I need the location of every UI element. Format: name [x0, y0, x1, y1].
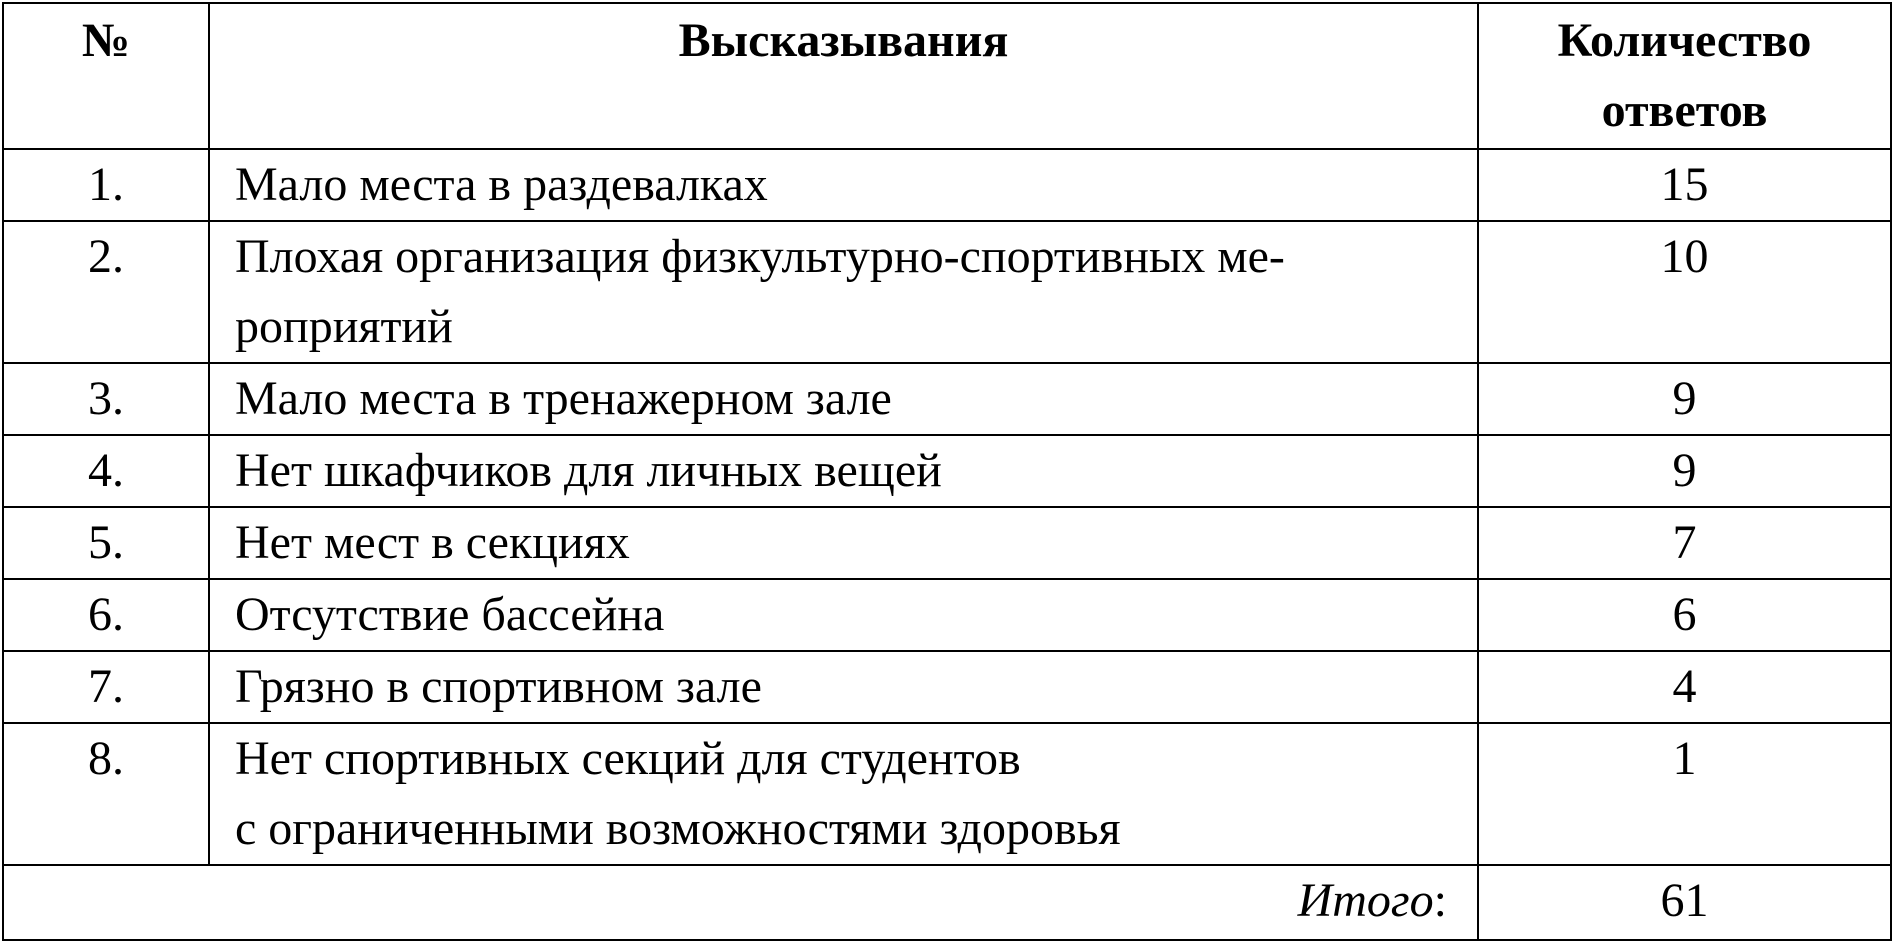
row-number: 6. [3, 579, 209, 651]
total-label: Итого [1297, 874, 1434, 927]
row-count: 6 [1478, 579, 1891, 651]
row-count: 1 [1478, 723, 1891, 865]
row-number: 2. [3, 221, 209, 363]
table-row [3, 435, 1891, 507]
table-row [3, 221, 1891, 363]
header-statements: Высказывания [209, 3, 1478, 149]
header-answer-count: Количество ответов [1478, 3, 1891, 149]
row-statement: Нет спортивных секций для студентов с ограниченными возможностями здоровья [209, 723, 1478, 865]
header-row [3, 3, 1891, 149]
total-label-cell [3, 865, 1478, 940]
row-statement: Мало места в тренажерном зале [209, 363, 1478, 435]
row-number: 8. [3, 723, 209, 865]
row-number: 3. [3, 363, 209, 435]
row-count: 7 [1478, 507, 1891, 579]
row-statement: Грязно в спортивном зале [209, 651, 1478, 723]
row-statement: Мало места в раздевалках [209, 149, 1478, 221]
row-count: 9 [1478, 435, 1891, 507]
row-number: 1. [3, 149, 209, 221]
row-count: 10 [1478, 221, 1891, 363]
total-row [3, 865, 1891, 940]
header-number: № [3, 3, 209, 149]
row-statement: Отсутствие бассейна [209, 579, 1478, 651]
table-row [3, 651, 1891, 723]
table-row [3, 579, 1891, 651]
table-row [3, 149, 1891, 221]
table-row [3, 723, 1891, 865]
row-number: 5. [3, 507, 209, 579]
total-colon: : [1433, 874, 1447, 927]
total-value: 61 [1478, 865, 1891, 940]
row-statement: Нет шкафчиков для личных вещей [209, 435, 1478, 507]
row-number: 4. [3, 435, 209, 507]
row-statement: Нет мест в секциях [209, 507, 1478, 579]
row-count: 15 [1478, 149, 1891, 221]
table-row [3, 363, 1891, 435]
row-number: 7. [3, 651, 209, 723]
row-statement: Плохая организация физкультурно-спортивных ме- роприятий [209, 221, 1478, 363]
table-row [3, 507, 1891, 579]
row-count: 9 [1478, 363, 1891, 435]
row-count: 4 [1478, 651, 1891, 723]
survey-table [2, 2, 1892, 941]
